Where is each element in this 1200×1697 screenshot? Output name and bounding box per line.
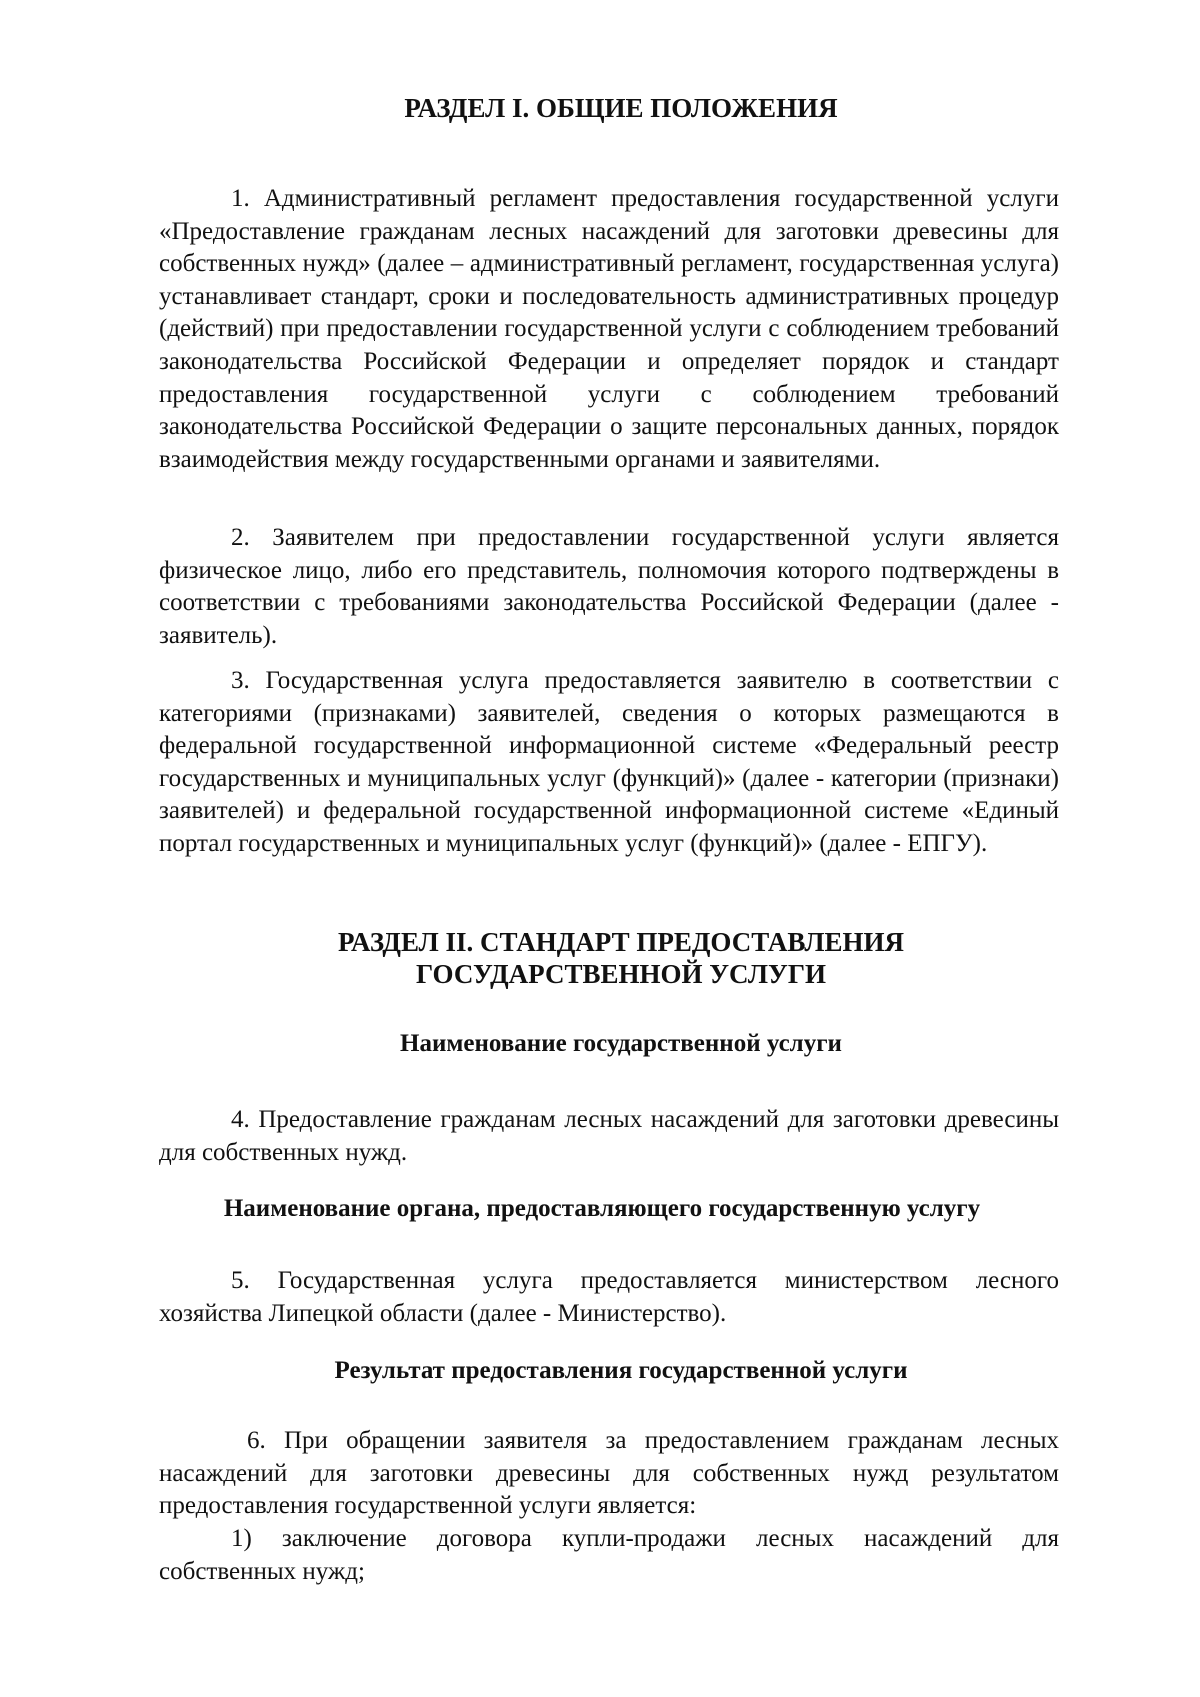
organ-heading: Наименование органа, предоставляющего государственную услугу — [223, 1195, 981, 1222]
section-1-title: РАЗДЕЛ I. ОБЩИЕ ПОЛОЖЕНИЯ — [404, 93, 838, 123]
result-heading: Результат предоставления государственной услуги — [334, 1357, 908, 1384]
service-name-heading: Наименование государственной услуги — [400, 1030, 842, 1057]
paragraph-1: 1. Административный регламент предоставления государственной услуги «Предоставление гражданам лесных насаждений для заготовки древесины для собственных нужд» (далее – административный регламент, государственная услуга) устанавливает стандарт, сроки и последовательность административных процедур (действий) при предоставлении государственной услуги с соблюдением требований законодательства Российской Федерации и определяет порядок и стандарт предоставления государственной услуги с соблюдением требований законодательства Российской Федерации о защите персональных данных, порядок взаимодействия между государственными органами и заявителями. — [159, 185, 1059, 473]
paragraph-3: 3. Государственная услуга предоставляется заявителю в соответствии с категориями (признаками) заявителей, сведения о которых размещаются в федеральной государственной информационной системе «Федеральный реестр государственных и муниципальных услуг (функций)» (далее - категории (признаки) заявителей) и федеральной государственной информационной системе «Единый портал государственных и муниципальных услуг (функций)» (далее - ЕПГУ). — [159, 667, 1059, 857]
paragraph-6: 6. При обращении заявителя за предоставлением гражданам лесных насаждений для заготовки древесины для собственных нужд результатом предоставления государственной услуги является: — [159, 1427, 1059, 1520]
paragraph-6-item-1: 1) заключение договора купли-продажи лесных насаждений для собственных нужд; — [159, 1525, 1059, 1585]
paragraph-4: 4. Предоставление гражданам лесных насаждений для заготовки древесины для собственных нужд. — [159, 1106, 1059, 1166]
paragraph-2: 2. Заявителем при предоставлении государственной услуги является физическое лицо, либо его представитель, полномочия которого подтверждены в соответствии с требованиями законодательства Российской Федерации (далее - заявитель). — [159, 524, 1059, 649]
section-2-title-line-1: РАЗДЕЛ II. СТАНДАРТ ПРЕДОСТАВЛЕНИЯ — [337, 927, 905, 957]
section-2-title-line-2: ГОСУДАРСТВЕННОЙ УСЛУГИ — [416, 959, 826, 989]
paragraph-5: 5. Государственная услуга предоставляется министерством лесного хозяйства Липецкой области (далее - Министерство). — [159, 1267, 1059, 1327]
section-2-title — [165, 926, 1077, 990]
